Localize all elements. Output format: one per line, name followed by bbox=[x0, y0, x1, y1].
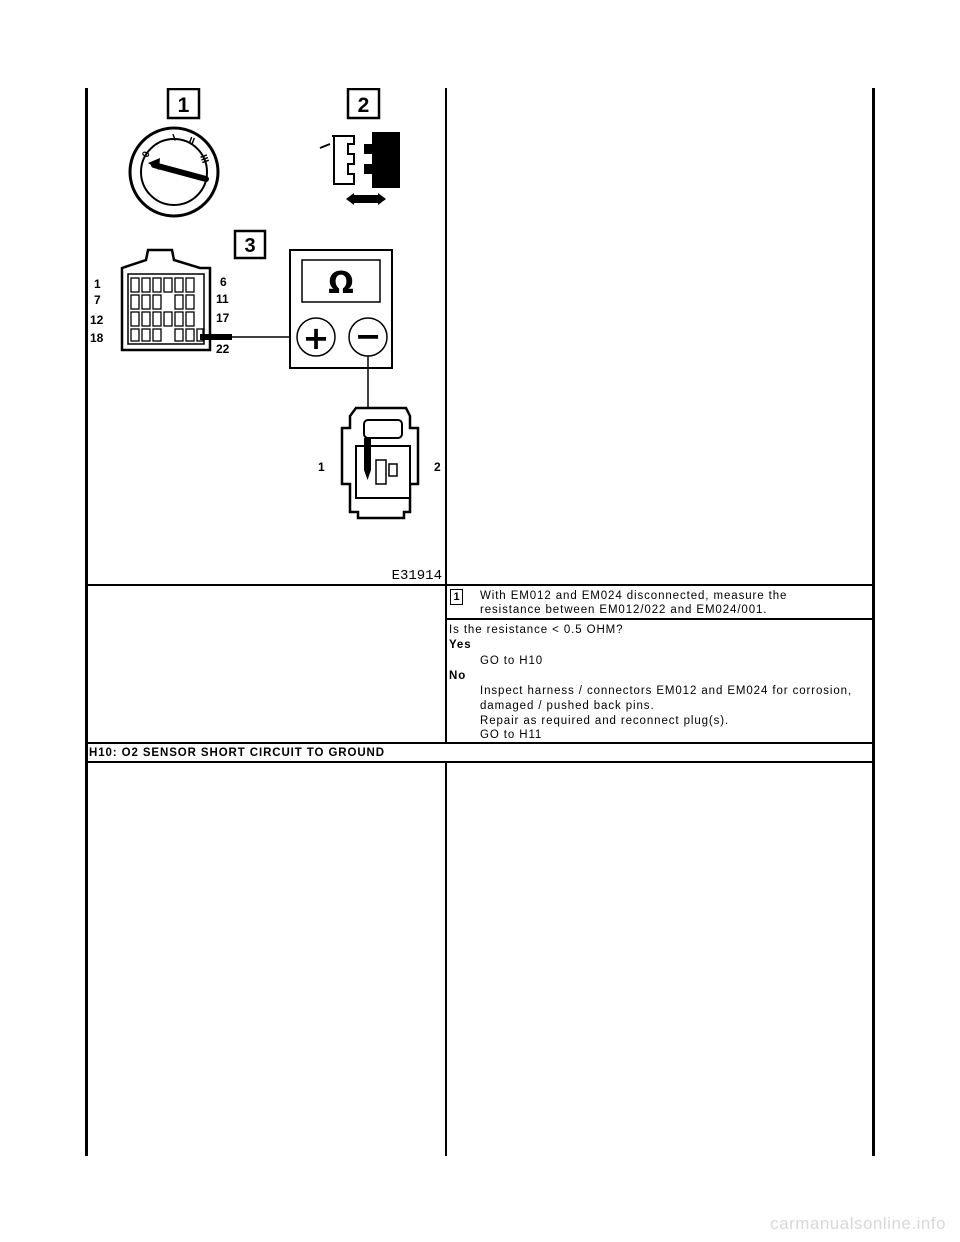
section-bottom-rule bbox=[85, 761, 875, 763]
connector-test-diagram bbox=[88, 88, 444, 584]
disconnect-connector-icon bbox=[320, 132, 400, 205]
sensor-pin-2: 2 bbox=[434, 460, 441, 474]
no-instruction-line1: Inspect harness / connectors EM012 and EM024 for corrosion, bbox=[480, 685, 853, 697]
callout-2-label: 2 bbox=[357, 94, 370, 117]
callout-3 bbox=[235, 231, 265, 258]
pin-label-right-17: 17 bbox=[216, 311, 230, 325]
step-number-box: 1 bbox=[450, 589, 463, 605]
pin-label-left-12: 12 bbox=[90, 313, 104, 327]
ignition-mark-2: II bbox=[186, 135, 196, 148]
step-bottom-rule bbox=[446, 618, 875, 620]
question-bottom-rule bbox=[85, 742, 875, 744]
table-mid-divider bbox=[445, 88, 447, 743]
table-mid-divider-lower bbox=[445, 762, 447, 1156]
sensor-connector-em024 bbox=[318, 408, 441, 518]
multipin-connector-em012 bbox=[90, 250, 230, 356]
pin-label-left-1: 1 bbox=[94, 277, 101, 291]
question-text: Is the resistance < 0.5 OHM? bbox=[449, 624, 624, 636]
callout-1-label: 1 bbox=[177, 94, 190, 117]
multimeter-ohm-symbol: Ω bbox=[328, 266, 354, 301]
no-instruction-line2: damaged / pushed back pins. bbox=[480, 700, 655, 712]
no-label: No bbox=[449, 670, 467, 682]
multimeter-minus: − bbox=[354, 317, 382, 355]
callout-1 bbox=[168, 89, 199, 118]
figure-bottom-rule bbox=[85, 584, 875, 586]
ignition-mark-0: 0 bbox=[140, 150, 153, 160]
pin-label-left-7: 7 bbox=[94, 293, 101, 307]
section-title: H10: O2 SENSOR SHORT CIRCUIT TO GROUND bbox=[89, 747, 385, 759]
footer-watermark: carmanualsonline.info bbox=[770, 1214, 946, 1233]
yes-label: Yes bbox=[449, 639, 472, 651]
pin-label-left-18: 18 bbox=[90, 331, 104, 345]
table-right-border bbox=[872, 88, 875, 1156]
sensor-pin-1: 1 bbox=[318, 460, 325, 474]
ignition-mark-1: I bbox=[171, 132, 178, 144]
probe-tip-pin22 bbox=[200, 334, 232, 340]
step-instruction-line2: resistance between EM012/022 and EM024/001. bbox=[480, 604, 768, 616]
pin-label-right-6: 6 bbox=[220, 275, 227, 289]
callout-3-label: 3 bbox=[244, 235, 256, 257]
pin-label-right-22: 22 bbox=[216, 342, 230, 356]
ignition-switch-icon bbox=[130, 128, 218, 216]
ignition-mark-3: III bbox=[197, 153, 211, 165]
no-instruction-line3: Repair as required and reconnect plug(s). bbox=[480, 715, 730, 727]
no-action-link[interactable]: GO to H11 bbox=[480, 729, 543, 741]
figure-code: E31914 bbox=[391, 568, 442, 584]
multimeter-plus: + bbox=[302, 319, 330, 357]
pin-label-right-11: 11 bbox=[216, 292, 229, 306]
step-instruction-line1: With EM012 and EM024 disconnected, measure the bbox=[480, 590, 788, 602]
yes-action-link[interactable]: GO to H10 bbox=[480, 655, 544, 667]
callout-2 bbox=[348, 89, 379, 118]
multimeter-icon bbox=[290, 250, 392, 368]
